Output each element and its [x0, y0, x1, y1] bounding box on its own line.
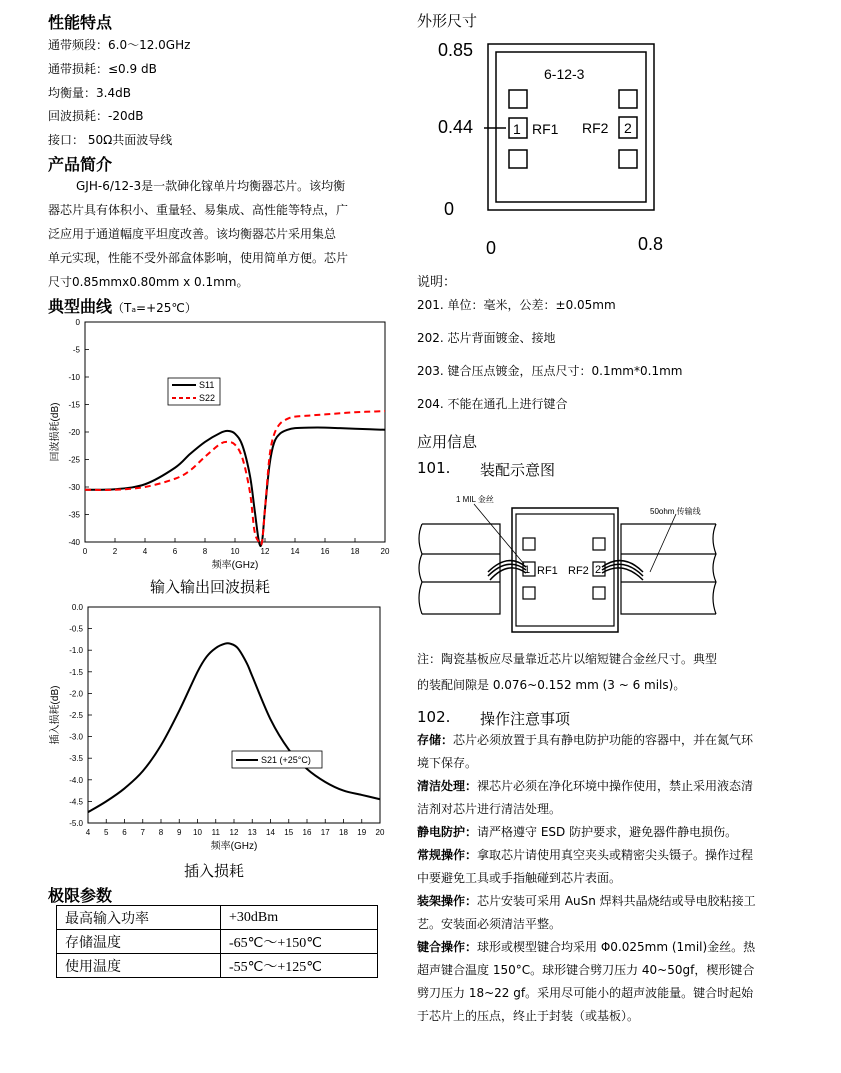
op-key: 清洁处理： [417, 779, 478, 793]
op-key: 键合操作： [417, 940, 478, 954]
op-key: 常规操作： [417, 848, 478, 862]
x-tick-label: 0 [82, 547, 88, 556]
series-line-1 [85, 411, 385, 545]
y-tick-label: -20 [68, 428, 80, 437]
x-tick-label: 6 [122, 828, 127, 837]
dim-y-mid: 0.44 [438, 117, 474, 137]
ops-list [417, 729, 757, 1028]
y-tick-label: -2.5 [69, 711, 83, 720]
x-tick-label: 18 [350, 547, 360, 556]
series-line-0 [88, 643, 380, 812]
x-tick-label: 5 [104, 828, 109, 837]
params-title: 极限参数 [48, 886, 113, 905]
app-title: 应用信息 [417, 433, 478, 451]
rf1-label: RF1 [532, 121, 559, 137]
line-label: 50ohm 传输线 [650, 507, 701, 516]
note-item: 203. 键合压点镀金，压点尺寸：0.1mm*0.1mm [417, 364, 683, 378]
curves-title: 典型曲线 [48, 297, 113, 316]
plot-frame [85, 322, 385, 542]
notes-list [417, 296, 682, 428]
x-tick-label: 10 [193, 828, 202, 837]
table-row [57, 930, 378, 954]
y-tick-label: -15 [68, 400, 80, 410]
y-tick-label: -40 [68, 538, 80, 547]
feature-line: 通带损耗：≤0.9 dB [48, 62, 157, 76]
limit-params-table [56, 905, 378, 978]
assembly-diagram [418, 490, 720, 636]
legend-s22: S22 [199, 393, 216, 403]
x-tick-label: 12 [229, 828, 239, 837]
op-item [417, 890, 757, 936]
param-name: 存储温度 [57, 930, 221, 954]
op-key: 装架操作： [417, 894, 478, 908]
x-tick-label: 6 [172, 547, 178, 556]
legend [168, 378, 220, 405]
table-row [57, 954, 378, 978]
op-text: 球形或楔型键合均采用 Φ0.025mm (1mil)金丝。热超声键合温度 150°C。球形键合劈刀压力 40~50gf，楔形键合劈刀压力 18~22 gf。采用尽可能小的超声波能量。键合时起始于芯片上的压点，终止于封装（或基板）。 [417, 940, 756, 1023]
pin1-label: 1 [513, 121, 521, 137]
assembly-title: 装配示意图 [480, 461, 556, 479]
pin2-label: 2 [624, 120, 632, 136]
rf2-label: RF2 [568, 565, 589, 577]
y-tick-label: 0.0 [71, 603, 83, 612]
x-axis-label: 频率(GHz) [210, 841, 258, 852]
dim-x-right: 0.8 [638, 234, 664, 254]
assembly-note-line: 注：陶瓷基板应尽量靠近芯片以缩短键合金丝尺寸。典型 [417, 652, 718, 666]
insertion-loss-chart [40, 599, 400, 861]
x-tick-label: 20 [380, 547, 390, 556]
outline-drawing [430, 34, 680, 264]
y-tick-label: -4.0 [69, 775, 83, 785]
y-tick-label: -2.0 [69, 689, 83, 699]
outline-title: 外形尺寸 [417, 12, 478, 30]
y-axis-label: 插入损耗(dB) [50, 685, 61, 745]
y-tick-label: -10 [68, 373, 80, 382]
x-tick-label: 17 [320, 828, 330, 837]
op-key: 存储： [417, 733, 454, 747]
rf1-label: RF1 [537, 565, 558, 577]
y-tick-label: -3.5 [69, 754, 83, 764]
param-value: -65℃～+150℃ [221, 930, 378, 954]
x-tick-label: 2 [112, 547, 118, 556]
param-name: 最高输入功率 [57, 906, 221, 930]
param-value: -55℃～+125℃ [221, 954, 378, 978]
y-tick-label: -4.5 [69, 797, 83, 807]
x-axis-label: 频率(GHz) [211, 560, 259, 571]
feature-line: 接口： 50Ω共面波导线 [48, 133, 173, 147]
x-tick-label: 4 [142, 547, 148, 556]
intro-line: 泛应用于通道幅度平坦度改善。该均衡器芯片采用集总 [48, 227, 337, 241]
y-tick-label: -1.5 [69, 667, 83, 677]
x-tick-label: 14 [266, 828, 275, 837]
op-text: 请严格遵守 ESD 防护要求，避免器件静电损伤。 [477, 825, 738, 839]
op-text: 芯片必须放置于具有静电防护功能的容器中，并在氮气环境下保存。 [417, 733, 754, 770]
param-value: +30dBm [221, 906, 378, 930]
y-tick-label: -5 [72, 345, 80, 355]
x-tick-label: 16 [320, 547, 330, 556]
legend-s21: S21 (+25°C) [261, 755, 311, 765]
y-tick-label: -25 [68, 455, 80, 465]
y-tick-label: -5.0 [69, 819, 83, 828]
y-tick-label: -1.0 [69, 646, 83, 656]
intro-line: 器芯片具有体积小、重量轻、易集成、高性能等特点，广 [48, 203, 349, 217]
note-item: 201. 单位：毫米，公差：±0.05mm [417, 298, 616, 312]
op-item [417, 729, 757, 775]
op-text: 拿取芯片请使用真空夹头或精密尖头镊子。操作过程中要避免工具或手指触碰到芯片表面。 [417, 848, 754, 885]
x-tick-label: 9 [177, 828, 182, 837]
x-tick-label: 14 [290, 547, 300, 556]
legend [232, 751, 322, 768]
x-tick-label: 19 [357, 828, 367, 837]
table-row [57, 906, 378, 930]
ops-title: 操作注意事项 [480, 710, 571, 728]
intro-line: GJH-6/12-3是一款砷化镓单片均衡器芯片。该均衡 [76, 179, 346, 193]
notes-title: 说明： [417, 275, 457, 290]
x-tick-label: 13 [247, 828, 257, 837]
intro-line: 尺寸0.85mmx0.80mm x 0.1mm。 [48, 275, 249, 289]
feature-line: 均衡量：3.4dB [48, 86, 131, 100]
x-tick-label: 20 [375, 828, 385, 837]
op-text: 芯片安装可采用 AuSn 焊料共晶烧结或导电胶粘接工艺。安装面必须清洁平整。 [417, 894, 756, 931]
op-item [417, 775, 757, 821]
intro-line: 单元实现，性能不受外部盒体影响，使用简单方便。芯片 [48, 251, 349, 265]
x-tick-label: 18 [339, 828, 348, 837]
features-title: 性能特点 [48, 13, 113, 32]
op-item [417, 844, 757, 890]
ops-num: 102. [417, 708, 451, 726]
x-tick-label: 8 [158, 828, 164, 837]
note-item: 202. 芯片背面镀金、接地 [417, 331, 556, 345]
chart-caption: 插入损耗 [184, 862, 245, 880]
x-tick-label: 8 [202, 547, 208, 556]
op-text: 裸芯片必须在净化环境中操作使用，禁止采用液态清洁剂对芯片进行清洁处理。 [417, 779, 754, 816]
op-item [417, 936, 757, 1028]
pin2-label: 2 [595, 564, 602, 576]
dim-x-zero: 0 [486, 238, 497, 258]
chip-name: 6-12-3 [544, 66, 585, 82]
x-tick-label: 4 [85, 828, 91, 837]
y-tick-label: -3.0 [69, 732, 83, 742]
x-tick-label: 7 [140, 828, 145, 837]
dim-y-top: 0.85 [438, 40, 474, 60]
chart-caption: 输入输出回波损耗 [150, 578, 271, 596]
curves-condition: （Tₐ=+25℃） [112, 301, 197, 315]
y-tick-label: -35 [68, 510, 80, 520]
dim-y-zero: 0 [444, 199, 455, 219]
y-axis-label: 回波损耗(dB) [50, 402, 61, 462]
return-loss-chart [40, 314, 400, 598]
param-name: 使用温度 [57, 954, 221, 978]
y-tick-label: -0.5 [69, 624, 83, 634]
rf2-label: RF2 [582, 120, 609, 136]
feature-line: 回波损耗：-20dB [48, 109, 144, 123]
y-tick-label: -30 [68, 483, 80, 492]
x-tick-label: 10 [230, 547, 240, 556]
feature-line: 通带频段：6.0～12.0GHz [48, 38, 191, 52]
y-tick-label: 0 [75, 318, 80, 327]
x-tick-label: 11 [211, 828, 220, 837]
assembly-num: 101. [417, 459, 451, 477]
x-tick-label: 15 [284, 828, 294, 837]
op-key: 静电防护： [417, 825, 478, 839]
assembly-note-line: 的装配间隙是 0.076~0.152 mm (3 ~ 6 mils)。 [417, 678, 686, 692]
pin1-label: 1 [524, 564, 531, 576]
op-item [417, 821, 757, 844]
wire-label: 1 MIL 金丝 [456, 495, 494, 504]
plot-frame [88, 607, 380, 823]
legend-s11: S11 [199, 380, 215, 390]
x-tick-label: 12 [260, 547, 270, 556]
note-item: 204. 不能在通孔上进行键合 [417, 397, 568, 411]
intro-title: 产品简介 [48, 155, 113, 174]
x-tick-label: 16 [302, 828, 312, 837]
